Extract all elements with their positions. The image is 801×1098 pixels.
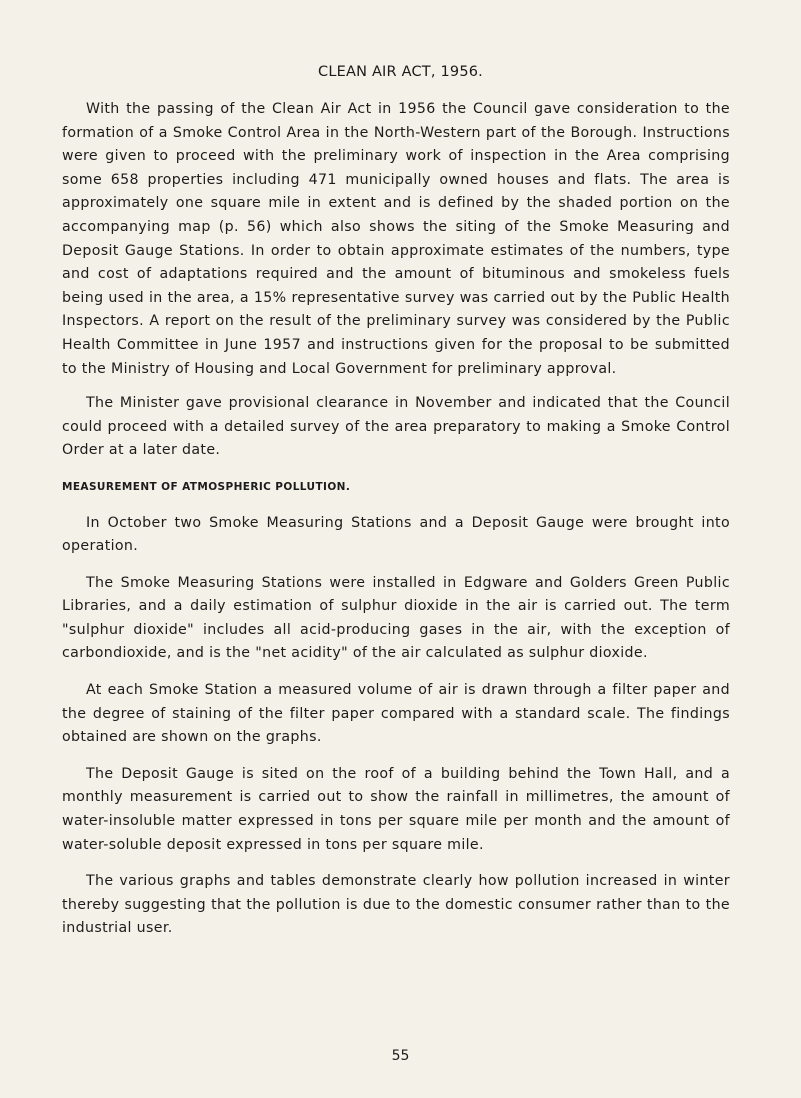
- paragraph-deposit-gauge: The Deposit Gauge is sited on the roof of a building behind the Town Hall, and a monthly measurement is carried out to show the rainfall in millimetres, the amount of water-insoluble matter expressed in tons per square mile per month and the amount of water-soluble deposit expressed in tons per square mile.: [62, 765, 730, 853]
- document-body: [62, 98, 730, 954]
- section-heading-measurement: MEASUREMENT OF ATMOSPHERIC POLLUTION.: [62, 480, 351, 493]
- paragraph-filter-paper: At each Smoke Station a measured volume of air is drawn through a filter paper and the degree of staining of the filter paper compared with a standard scale. The findings obtained are shown on the graphs.: [62, 682, 730, 746]
- page-title: CLEAN AIR ACT, 1956.: [318, 64, 483, 80]
- paragraph-clean-air-act: With the passing of the Clean Air Act in 1956 the Council gave consideration to the formation of a Smoke Control Area in the North-Western part of the Borough. Instructions were given to proceed with the preliminary work of inspection in the Area comprising some 658 properties including 471 municipally owned houses and flats. The area is approximately one square mile in extent and is defined by the shaded portion on the accompanying map (p. 56) which also shows the siting of the Smoke Measuring and Deposit Gauge Stations. In order to obtain approximate estimates of the numbers, type and cost of adaptations required and the amount of bituminous and smokeless fuels being used in the area, a 15% representative survey was carried out by the Public Health Inspectors. A report on the result of the preliminary survey was considered by the Public Health Committee in June 1957 and instructions given for the proposal to be submitted to the Ministry of Housing and Local Government for preliminary approval.: [62, 101, 730, 377]
- paragraph-stations-operation: In October two Smoke Measuring Stations and a Deposit Gauge were brought into operation.: [62, 514, 730, 555]
- page-number: 55: [391, 1048, 410, 1064]
- paragraph-provisional-clearance: The Minister gave provisional clearance in November and indicated that the Council could proceed with a detailed survey of the area preparatory to making a Smoke Control Order at a later date.: [62, 395, 730, 459]
- paragraph-conclusion: The various graphs and tables demonstrate clearly how pollution increased in winter thereby suggesting that the pollution is due to the domestic consumer rather than to the industrial user.: [62, 873, 730, 937]
- paragraph-smoke-stations: The Smoke Measuring Stations were installed in Edgware and Golders Green Public Libraries, and a daily estimation of sulphur dioxide in the air is carried out. The term "sulphur dioxide" includes all acid-producing gases in the air, with the exception of carbondioxide, and is the "net acidity" of the air calculated as sulphur dioxide.: [62, 574, 730, 662]
